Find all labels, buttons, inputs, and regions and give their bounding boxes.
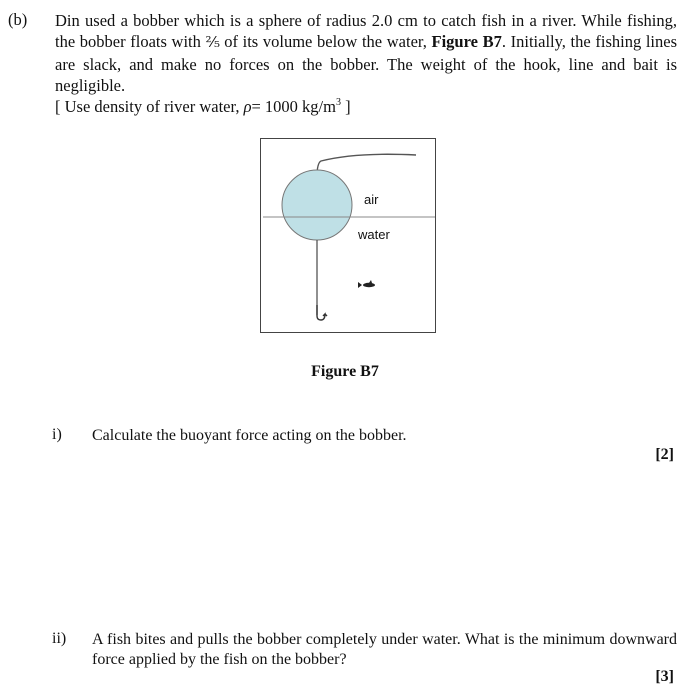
- question-line-4: [ Use density of river water, ρ= 1000 $kg/m^3$ ]: [55, 96, 351, 116]
- question-label: (b): [8, 10, 28, 29]
- question-line-3: are slack, and make no forces on the bobber. The weight of the hook, line and bait is negligible.: [55, 55, 677, 95]
- figure-caption: Figure B7: [311, 363, 379, 380]
- figure-b7-diagram: [261, 139, 437, 334]
- fish-icon: [358, 280, 375, 288]
- cube-exponent: 3: [335, 96, 341, 108]
- question-body: [55, 10, 677, 117]
- question-line-2: the bobber floats with ⅖ of its volume below the water, Figure B7. Initially, the fishing lines: [55, 32, 677, 51]
- part-ii-number: ii): [52, 630, 67, 647]
- question-line-1: Din used a bobber which is a sphere of radius 2.0 cm to catch fish in a river. While fishing,: [55, 11, 677, 30]
- hook-icon: [317, 305, 327, 320]
- water-label: water: [358, 227, 390, 242]
- figure-b7-frame: [260, 138, 436, 333]
- figure-reference: Figure B7: [431, 32, 502, 51]
- part-i-number: i): [52, 426, 62, 443]
- air-label: air: [364, 192, 379, 207]
- bobber-sphere: [282, 170, 352, 240]
- rho-symbol: ρ: [243, 97, 252, 116]
- part-ii-marks: [3]: [655, 668, 674, 685]
- fraction-two-fifths: ⅖: [205, 35, 220, 51]
- part-i-text: Calculate the buoyant force acting on the bobber.: [92, 427, 407, 444]
- part-i-marks: [2]: [655, 446, 674, 463]
- part-ii-text: A fish bites and pulls the bobber completely under water. What is the minimum downward force applied by the fish on the bobber?: [92, 631, 677, 668]
